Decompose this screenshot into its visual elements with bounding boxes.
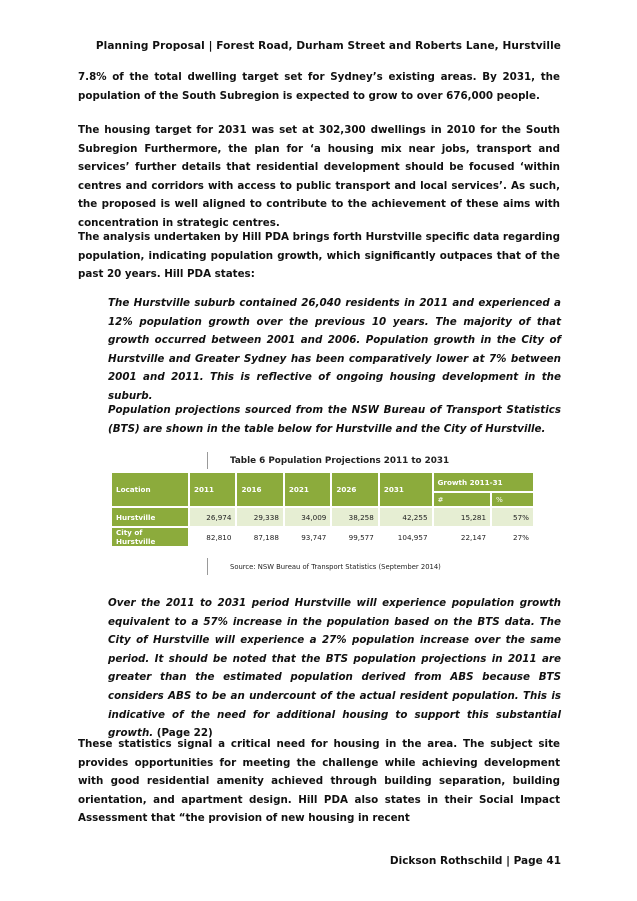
cell-growth-percent: 57% xyxy=(492,508,533,526)
col-2021: 2021 xyxy=(285,473,330,506)
row-location: Hurstville xyxy=(112,508,188,526)
table-caption: Table 6 Population Projections 2011 to 2031 xyxy=(230,456,450,466)
paragraph-housing-target: The housing target for 2031 was set at 302,300 dwellings in 2010 for the South Subregion Furthermore, the plan for ‘a housing mix near jobs, transport and services’ further details that residential development should be focused ‘within centres and corridors with access to public transport and local services’. As such, the proposed is well aligned to contribute to the achievement of these aims with concentration in strategic centres. xyxy=(78,124,560,229)
cell-growth-number: 15,281 xyxy=(434,508,491,526)
cell-2016: 87,188 xyxy=(237,528,282,546)
col-2031: 2031 xyxy=(380,473,432,506)
cell-growth-percent: 27% xyxy=(492,528,533,546)
paragraph-housing-need: These statistics signal a critical need for housing in the area. The subject site provides opportunities for meeting the challenge while achieving development with good residential amenity achieved through building separation, building orientation, and apartment design. Hill PDA also states in their Social Impact Assessment that “the provision of new housing in recent xyxy=(78,738,560,825)
quote-hurstville-residents: The Hurstville suburb contained 26,040 residents in 2011 and experienced a 12% population growth over the previous 10 years. The majority of that growth occurred between 2001 and 2006. Population growth in the City of Hurstville and Greater Sydney has been comparatively lower at 7% between 2001 and 2011. This is reflective of ongoing housing development in the suburb. xyxy=(108,297,561,402)
source-rule xyxy=(207,558,208,575)
population-projections-table xyxy=(110,471,535,548)
running-header: Planning Proposal | Forest Road, Durham Street and Roberts Lane, Hurstville xyxy=(95,40,561,52)
cell-2021: 34,009 xyxy=(285,508,330,526)
col-growth-number: # xyxy=(434,493,491,506)
col-growth: Growth 2011-31 xyxy=(434,473,533,491)
quote-bts-projections: Population projections sourced from the NSW Bureau of Transport Statistics (BTS) are shown in the table below for Hurstville and the City of Hurstville. xyxy=(108,404,561,435)
cell-2021: 93,747 xyxy=(285,528,330,546)
col-2026: 2026 xyxy=(332,473,377,506)
cell-2031: 104,957 xyxy=(380,528,432,546)
col-2011: 2011 xyxy=(190,473,235,506)
cell-growth-number: 22,147 xyxy=(434,528,491,546)
row-location: City of Hurstville xyxy=(112,528,188,546)
page-footer: Dickson Rothschild | Page 41 xyxy=(389,855,561,867)
cell-2016: 29,338 xyxy=(237,508,282,526)
cell-2026: 99,577 xyxy=(332,528,377,546)
quote-growth-text: Over the 2011 to 2031 period Hurstville will experience population growth equivalent to a 57% increase in the population based on the BTS data. The City of Hurstville will experience a 27% population increase over the same period. It should be noted that the BTS population projections in 2011 are greater than the estimated population derived from ABS because BTS considers ABS to be an undercount of the actual resident population. This is indicative of the need for additional housing to support this substantial growth. xyxy=(108,597,561,740)
table-header-row xyxy=(112,473,533,491)
cell-2026: 38,258 xyxy=(332,508,377,526)
cell-2011: 82,810 xyxy=(190,528,235,546)
col-growth-percent: % xyxy=(492,493,533,506)
col-location: Location xyxy=(112,473,188,506)
table-row xyxy=(112,528,533,546)
col-2016: 2016 xyxy=(237,473,282,506)
page-reference: (Page 22) xyxy=(156,727,213,740)
cell-2031: 42,255 xyxy=(380,508,432,526)
quote-growth-period xyxy=(108,594,561,743)
paragraph-dwelling-target: 7.8% of the total dwelling target set for Sydney’s existing areas. By 2031, the population of the South Subregion is expected to grow to over 676,000 people. xyxy=(78,71,560,102)
caption-rule xyxy=(207,452,208,469)
table-row xyxy=(112,508,533,526)
table-source: Source: NSW Bureau of Transport Statistics (September 2014) xyxy=(230,563,441,571)
cell-2011: 26,974 xyxy=(190,508,235,526)
paragraph-hill-pda-analysis: The analysis undertaken by Hill PDA brings forth Hurstville specific data regarding population, indicating population growth, which significantly outpaces that of the past 20 years. Hill PDA states: xyxy=(78,231,560,281)
